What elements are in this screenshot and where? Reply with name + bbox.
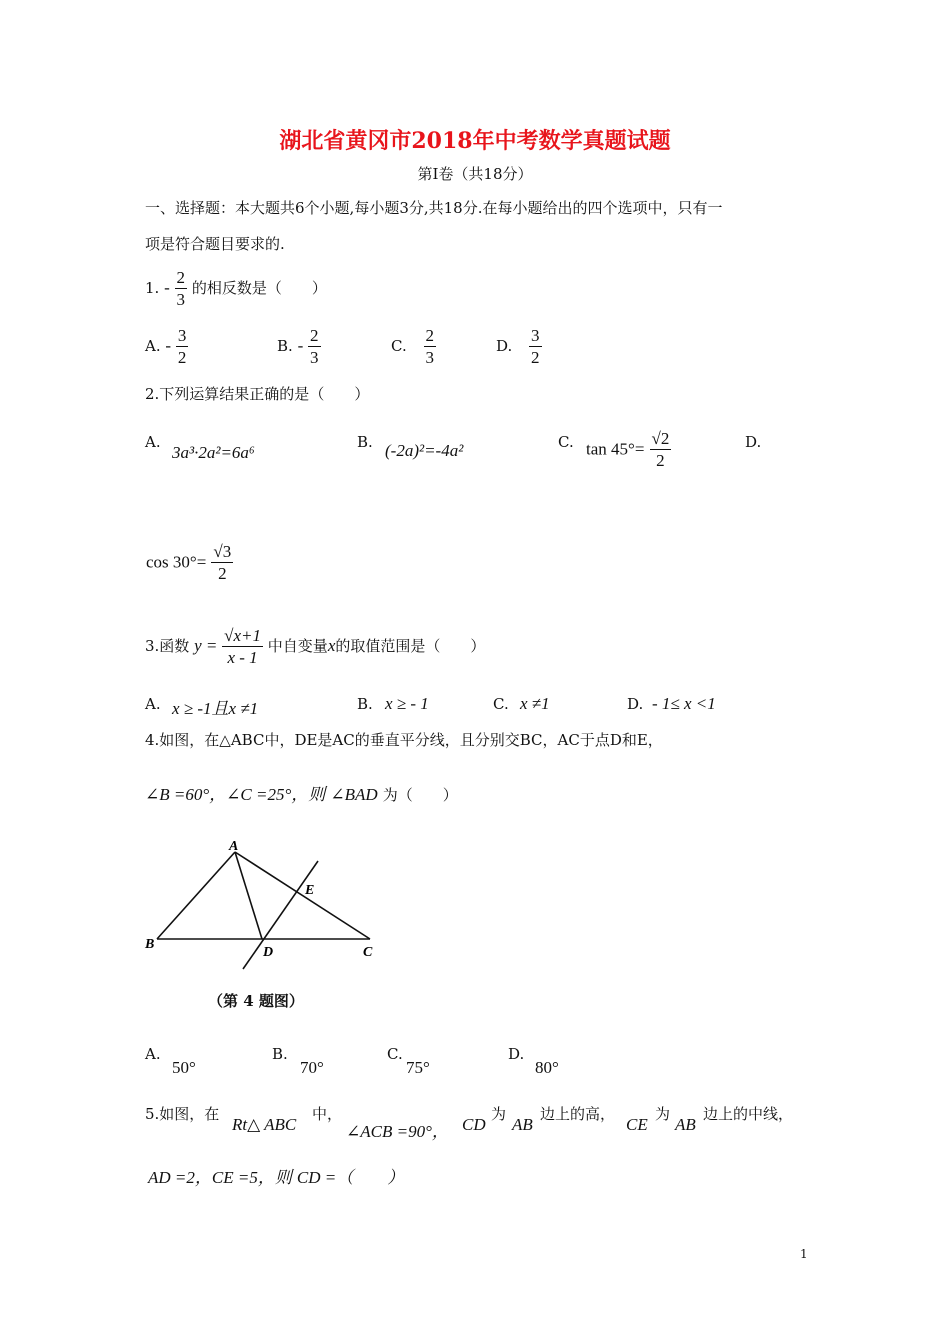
q2-option-b-expr: (-2a)²=-4a² — [385, 441, 464, 460]
vertex-label-c: C — [363, 945, 373, 960]
point-label-d: D — [263, 945, 274, 960]
q3-option-d: - 1≤ x <1 — [652, 694, 716, 713]
q2-option-d-left: cos 30°= — [146, 552, 207, 572]
q3-option-b-label: B. — [357, 695, 373, 713]
vertex-label-a: A — [229, 839, 239, 854]
q1-option-a — [145, 325, 188, 369]
q3-mid: 中自变量 — [267, 636, 328, 655]
q2-option-a-label: A. — [145, 433, 161, 451]
q4-option-d-label: D. — [508, 1045, 525, 1063]
q1-option-b — [277, 325, 321, 369]
q1-option-b-label: B. — [277, 336, 293, 355]
q3-prefix: 3.函数 — [145, 636, 190, 655]
q4-bad: ∠BAD — [330, 785, 378, 804]
q4-option-b: 70° — [300, 1058, 324, 1077]
section-instructions-line2: 项是符合题目要求的. — [145, 235, 285, 253]
q1-option-a-sign: - — [165, 335, 172, 355]
q2-option-d-fraction — [211, 541, 233, 585]
q3-y-eq: y = — [194, 635, 218, 655]
q5-ab2: AB — [675, 1115, 696, 1134]
q1-option-a-num: 3 — [176, 325, 189, 347]
q5-prefix: 5.如图，在 — [145, 1105, 220, 1123]
q1-neg-sign: - — [164, 277, 170, 297]
q2-option-c-fraction — [650, 428, 672, 472]
question-2: 2.下列运算结果正确的是（ ） — [145, 385, 370, 403]
q3-frac-num: √x+1 — [222, 625, 263, 647]
q1-option-d-den: 2 — [531, 348, 540, 368]
page-number: 1 — [800, 1247, 808, 1261]
question-3 — [145, 625, 485, 669]
q3-tail: 的取值范围是（ ） — [335, 636, 486, 655]
q1-option-c-num: 2 — [424, 325, 437, 347]
q2-option-b-label: B. — [357, 433, 373, 451]
section-instructions-line1: 一、选择题：本大题共6个小题,每小题3分,共18分.在每小题给出的四个选项中，只有一 — [145, 199, 723, 217]
q2-option-c-left: tan 45°= — [586, 439, 645, 459]
q2-option-c-expr — [586, 428, 671, 472]
q1-frac-den: 3 — [176, 290, 186, 310]
q2-option-c-num: √2 — [650, 428, 672, 450]
q5-mid3: 边上的中线， — [703, 1105, 794, 1123]
q1-option-d-label: D. — [496, 336, 513, 355]
q3-option-c: x ≠1 — [520, 694, 550, 713]
q2-option-d-num: √3 — [211, 541, 233, 563]
q3-option-a-label: A. — [145, 695, 161, 713]
q1-number: 1. — [145, 278, 160, 297]
q5-given: AD =2，CE =5，则 — [148, 1168, 292, 1187]
q1-option-b-fraction — [308, 325, 321, 369]
question-5-line2 — [148, 1163, 404, 1188]
triangle-figure — [135, 832, 395, 992]
q1-option-a-label: A. — [145, 336, 161, 355]
section-subtitle: 第Ⅰ卷（共18分） — [417, 165, 533, 183]
point-label-e: E — [305, 883, 315, 898]
q2-option-a-expr: 3a³·2a²=6a⁶ — [172, 443, 255, 462]
q4-option-d: 80° — [535, 1058, 559, 1077]
q1-option-d-fraction — [529, 325, 542, 369]
q5-mid1: 中， — [312, 1105, 343, 1123]
q2-option-d-expr — [146, 541, 233, 585]
q5-mid2: 边上的高， — [540, 1105, 616, 1123]
q1-option-d-num: 3 — [529, 325, 542, 347]
q3-fraction — [222, 625, 263, 669]
q1-fraction — [175, 267, 188, 311]
q4-tail: 为（ ） — [382, 786, 458, 804]
q1-option-b-den: 3 — [310, 348, 319, 368]
q3-frac-den: x - 1 — [227, 648, 258, 668]
q5-angle: ∠ACB =90°， — [346, 1122, 449, 1141]
q5-triangle: Rt△ ABC — [232, 1115, 297, 1134]
q5-cd: CD — [462, 1115, 486, 1134]
question-4-line2 — [145, 780, 458, 805]
page-title: 湖北省黄冈市2018年中考数学真题试题 — [279, 128, 671, 154]
q1-option-c-label: C. — [391, 336, 407, 355]
q3-option-c-label: C. — [493, 695, 509, 713]
q1-frac-num: 2 — [175, 267, 188, 289]
q4-option-a: 50° — [172, 1058, 196, 1077]
q3-option-d-label: D. — [627, 695, 644, 713]
q1-stem-text: 的相反数是（ ） — [191, 278, 327, 297]
q1-option-a-den: 2 — [177, 348, 187, 368]
q4-option-b-label: B. — [272, 1045, 288, 1063]
q4-angles: ∠B =60°，∠C =25°，则 — [145, 785, 326, 804]
q1-option-b-sign: - — [297, 335, 304, 355]
q1-option-b-num: 2 — [308, 325, 321, 347]
q5-wei1: 为 — [491, 1105, 507, 1123]
question-4-line1: 4.如图，在△ABC中，DE是AC的垂直平分线，且分别交BC，AC于点D和E， — [145, 731, 663, 749]
q1-option-c-fraction — [424, 325, 437, 369]
q2-option-d-label: D. — [745, 433, 762, 451]
q3-option-a: x ≥ -1且x ≠1 — [172, 699, 259, 718]
q3-var: x — [327, 635, 336, 655]
q5-wei2: 为 — [655, 1105, 671, 1123]
q3-option-b: x ≥ - 1 — [385, 694, 429, 713]
q1-option-c — [391, 325, 436, 369]
q4-option-a-label: A. — [145, 1045, 161, 1063]
q4-option-c-label: C. — [387, 1045, 403, 1063]
q5-ce: CE — [626, 1115, 648, 1134]
q1-option-a-fraction — [176, 325, 189, 369]
q1-option-c-den: 3 — [425, 348, 434, 368]
figure-caption: （第 4 题图） — [208, 992, 304, 1010]
vertex-label-b: B — [145, 937, 155, 952]
question-1 — [145, 267, 327, 311]
q2-option-d-den: 2 — [218, 564, 227, 584]
q2-option-c-label: C. — [558, 433, 574, 451]
q5-ab1: AB — [512, 1115, 533, 1134]
q5-ask: CD =（ ） — [296, 1168, 405, 1187]
q2-option-c-den: 2 — [656, 451, 665, 471]
q1-option-d — [496, 325, 542, 369]
q4-option-c: 75° — [406, 1058, 430, 1077]
